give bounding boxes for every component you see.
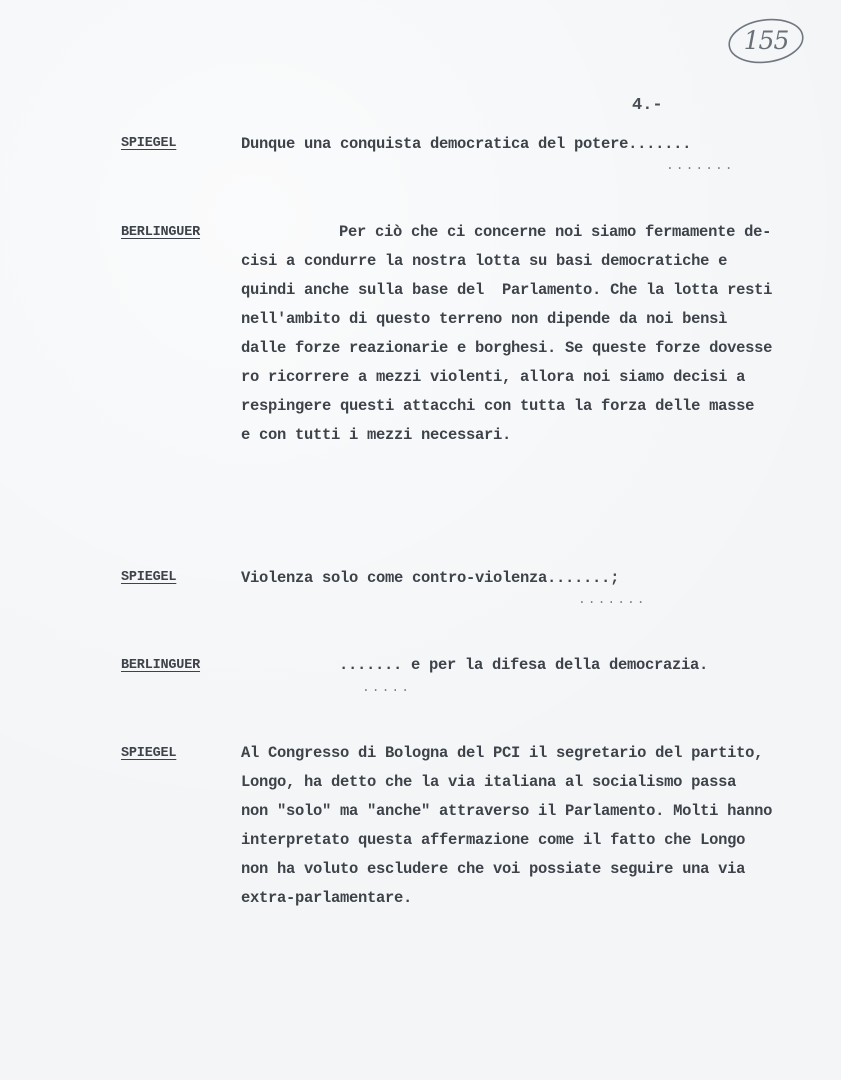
dialogue-line: cisi a condurre la nostra lotta su basi democratiche e (241, 252, 728, 270)
dialogue-line: Per ciò che ci concerne noi siamo fermamente de- (339, 223, 772, 241)
speaker-label: SPIEGEL (121, 136, 177, 151)
continuation-dots: ....... (578, 592, 647, 607)
dialogue-line: quindi anche sulla base del Parlamento. Che la lotta resti (241, 281, 773, 299)
dialogue-line: ....... e per la difesa della democrazia. (339, 656, 709, 674)
dialogue-line: interpretato questa affermazione come il fatto che Longo (241, 831, 746, 849)
dialogue-line: e con tutti i mezzi necessari. (241, 426, 512, 444)
dialogue-line: dalle forze reazionarie e borghesi. Se queste forze dovesse (241, 339, 773, 357)
speaker-label: BERLINGUER (121, 658, 201, 673)
dialogue-line: ro ricorrere a mezzi violenti, allora noi siamo decisi a (241, 368, 746, 386)
dialogue-line: Longo, ha detto che la via italiana al socialismo passa (241, 773, 737, 791)
dialogue-line: non "solo" ma "anche" attraverso il Parlamento. Molti hanno (241, 802, 773, 820)
dialogue-line: extra-parlamentare. (241, 889, 413, 907)
page-number-stamp (726, 16, 806, 66)
continuation-dots: ....... (666, 158, 735, 173)
speaker-label: BERLINGUER (121, 225, 201, 240)
dialogue-line: Violenza solo come contro-violenza.......; (241, 569, 620, 587)
dialogue-line: nell'ambito di questo terreno non dipende da noi bensì (241, 310, 728, 328)
page-number: 155 (743, 26, 789, 55)
speaker-label: SPIEGEL (121, 570, 177, 585)
dialogue-line: non ha voluto escludere che voi possiate seguire una via (241, 860, 746, 878)
sheet-number: 4.- (632, 96, 663, 115)
speaker-label: SPIEGEL (121, 746, 177, 761)
dialogue-line: Dunque una conquista democratica del potere....... (241, 135, 692, 153)
continuation-dots: ..... (362, 680, 412, 695)
dialogue-line: respingere questi attacchi con tutta la forza delle masse (241, 397, 755, 415)
dialogue-line: Al Congresso di Bologna del PCI il segretario del partito, (241, 744, 764, 762)
